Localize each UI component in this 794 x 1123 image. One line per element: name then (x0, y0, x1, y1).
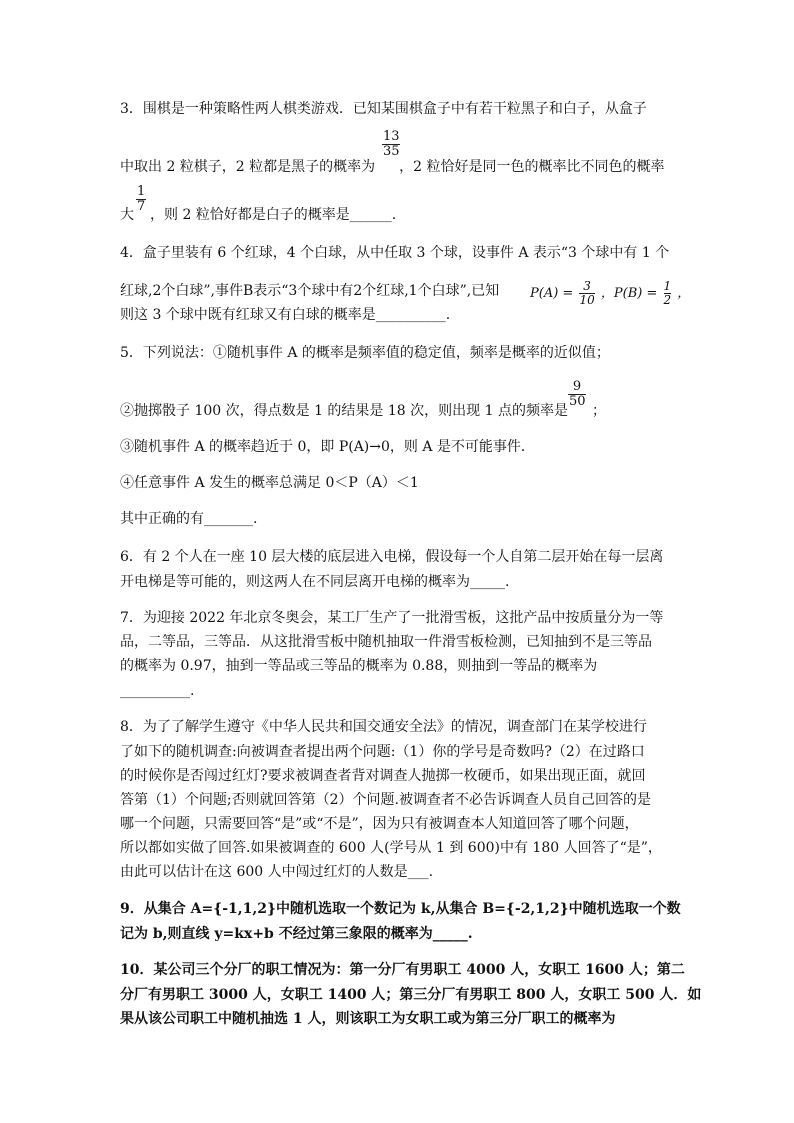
q3-fraction-denominator: 35 (383, 144, 400, 159)
q3-line-2 (120, 158, 665, 176)
pa-fraction (579, 280, 594, 307)
q7-line-3: 的概率为 0.97，抽到一等品或三等品的概率为 0.88，则抽到一等品的概率为 (120, 658, 598, 674)
q8-line-3: 的时候你是否闯过红灯?要求被调查者背对调查人抛掷一枚硬币，如果出现正面，就回 (120, 768, 646, 784)
q7-line-2: 品，二等品，三等品．从这批滑雪板中随机抽取一件滑雪板检测，已知抽到不是三等品 (120, 634, 652, 650)
q8-line-4: 答第（1）个问题;否则就回答第（2）个问题.被调查者不必告诉调查人员自己回答的是 (120, 792, 651, 808)
pa-numerator: 3 (583, 279, 591, 293)
q4-probability-a (530, 280, 690, 307)
q7-line-1: 7．为迎接 2022 年北京冬奥会，某工厂生产了一批滑雪板，这批产品中按质量分为一等 (120, 610, 664, 626)
q4-line-3: 则这 3 个球中既有红球又有白球的概率是__________. (120, 307, 451, 323)
q5-line-2b: ； (591, 403, 606, 419)
q3-line-3a: 大 (120, 207, 134, 223)
q8-line-7: 由此可以估计在这 600 人中闯过红灯的人数是___. (120, 864, 434, 880)
q10-line-1: 10．某公司三个分厂的职工情况为：第一分厂有男职工 4000 人，女职工 1600 人；第二 (120, 962, 685, 978)
pb-denominator: 2 (663, 293, 672, 307)
pa-label: P(A) = (530, 286, 574, 301)
q3-fraction2-numerator: 1 (137, 184, 146, 199)
q3-line-3b: ，则 2 粒恰好都是白子的概率是______. (150, 207, 397, 223)
pb-numerator: 1 (663, 279, 672, 293)
q8-line-1: 8．为了了解学生遵守《中华人民共和国交通安全法》的情况，调查部门在某学校进行 (120, 719, 647, 735)
q3-line-1: 3．围棋是一种策略性两人棋类游戏．已知某围棋盒子中有若干粒黑子和白子，从盒子 (120, 101, 647, 117)
pb-label: ，P(B) = (600, 286, 658, 301)
q6-line-1: 6．有 2 个人在一座 10 层大楼的底层进入电梯，假设每一个人自第二层开始在每一层离 (120, 549, 664, 565)
q5-line-1: 5．下列说法：①随机事件 A 的概率是频率值的稳定值，频率是概率的近似值； (120, 345, 610, 361)
q9-line-1: 9．从集合 A={-1,1,2}中随机选取一个数记为 k,从集合 B={-2,1,2}中随机选取一个数 (120, 901, 681, 917)
pb-fraction (664, 280, 672, 307)
q5-fraction-numerator: 9 (572, 379, 582, 394)
q9-line-2: 记为 b,则直线 y=kx+b 不经过第三象限的概率为_____. (120, 926, 473, 942)
q3-fraction-numerator: 13 (383, 129, 400, 144)
q10-line-3: 果从该公司职工中随机抽选 1 人，则该职工为女职工或为第三分厂职工的概率为 (120, 1011, 616, 1027)
pb-tail: ， (677, 286, 691, 301)
q6-line-2: 开电梯是等可能的，则这两人在不同层离开电梯的概率为_____. (120, 574, 510, 590)
q5-line-5: 其中正确的有_______. (120, 511, 258, 527)
q3-fraction2-denominator: 7 (137, 199, 146, 214)
q5-line-3: ③随机事件 A 的概率趋近于 0，即 P(A)→0，则 A 是不可能事件． (120, 439, 535, 455)
q8-line-6: 所以都如实做了回答.如果被调查的 600 人(学号从 1 到 600)中有 180 人回答了“是”， (120, 840, 662, 856)
q5-line-2 (120, 402, 606, 420)
q3-line-2a: 中取出 2 粒棋子，2 粒都是黑子的概率为 (120, 159, 376, 175)
q10-line-2: 分厂有男职工 3000 人，女职工 1400 人；第三分厂有男职工 800 人，女职工 500 人．如 (120, 987, 702, 1003)
q8-line-2: 了如下的随机调查:向被调查者提出两个问题:（1）你的学号是奇数吗?（2）在过路口 (120, 744, 645, 760)
q8-line-5: 哪一个问题，只需要回答“是”或“不是”，因为只有被调查本人知道回答了哪个问题， (120, 816, 639, 832)
q5-line-4: ④任意事件 A 发生的概率总满足 0＜P（A）＜1 (120, 475, 419, 491)
pa-denominator: 10 (579, 293, 595, 307)
q4-line-2: 红球,2个白球”,事件B表示“3个球中有2个红球,1个白球”,已知 (120, 283, 500, 299)
q3-fraction-13-35 (382, 130, 400, 159)
q7-line-4: __________. (120, 683, 195, 699)
q3-line-3 (120, 206, 396, 224)
q4-line-1: 4．盒子里装有 6 个红球，4 个白球，从中任取 3 个球，设事件 A 表示“3 个球中有 1 个 (120, 245, 670, 261)
q3-line-2b: ，2 粒恰好是同一色的概率比不同色的概率 (399, 159, 665, 175)
q5-line-2a: ②抛掷骰子 100 次，得点数是 1 的结果是 18 次，则出现 1 点的频率是 (120, 403, 568, 419)
q5-fraction-denominator: 50 (569, 394, 586, 409)
